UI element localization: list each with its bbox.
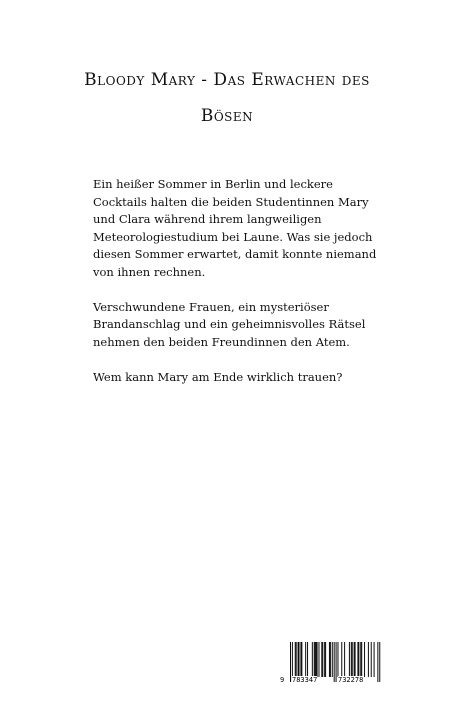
barcode-bar: [300, 642, 301, 677]
barcode-bar: [314, 642, 315, 677]
barcode-bar: [371, 642, 372, 677]
barcode-bar: [361, 642, 362, 677]
barcode-bar: [330, 642, 331, 677]
barcode-bar: [358, 642, 359, 677]
barcode-bar: [317, 642, 318, 677]
barcode-bar: [322, 642, 323, 677]
barcode-bar: [305, 642, 306, 677]
barcode-bar: [301, 642, 302, 677]
book-title-line-2: Bösen: [200, 106, 254, 126]
barcode-bar: [355, 642, 356, 677]
blurb-paragraph-1: Ein heißer Sommer in Berlin und leckere Cocktails halten die beiden Studentinnen Mary und Clara während ihrem langweiligen Meteorologiestudium bei Laune. Was sie jedoch diesen Sommer erwartet, damit konnte niemand von ihnen rechnen.: [93, 177, 377, 279]
barcode-digits: [280, 676, 383, 690]
barcode-bar: [319, 642, 320, 677]
barcode-bar: [321, 642, 322, 677]
barcode-bar: [316, 642, 317, 677]
barcode-bar: [298, 642, 299, 677]
barcode-bar: [374, 642, 375, 677]
barcode-bar: [325, 642, 326, 677]
barcode-bar: [312, 642, 313, 677]
barcode-bar: [360, 642, 361, 677]
barcode-bar: [354, 642, 355, 677]
barcode-bar: [307, 642, 308, 677]
barcode-bar: [315, 642, 316, 677]
blurb-paragraph-3: Wem kann Mary am Ende wirklich trauen?: [93, 369, 343, 384]
isbn-barcode: [280, 642, 383, 692]
barcode-bar: [329, 642, 330, 677]
book-title: [0, 62, 454, 134]
barcode-bar: [324, 642, 325, 677]
barcode-left-group: 783347: [292, 676, 318, 684]
barcode-bar: [295, 642, 296, 677]
barcode-bar: [332, 642, 333, 677]
book-blurb: [93, 176, 383, 404]
barcode-bar: [352, 642, 353, 677]
barcode-bar: [351, 642, 352, 677]
barcode-right-group: 732278: [338, 676, 364, 684]
barcode-bar: [338, 642, 339, 677]
barcode-bar: [344, 642, 345, 677]
barcode-bar: [341, 642, 342, 677]
barcode-bar: [357, 642, 358, 677]
book-title-line-1: Bloody Mary - Das Erwachen des: [84, 70, 370, 90]
barcode-bar: [368, 642, 369, 677]
blurb-paragraph-2: Verschwundene Frauen, ein mysteriöser Brandanschlag und ein geheimnisvolles Rätsel nehmen den beiden Freundinnen den Atem.: [93, 299, 366, 349]
barcode-bar: [349, 642, 350, 677]
barcode-bar: [296, 642, 297, 677]
barcode-first-digit: 9: [280, 676, 285, 684]
barcode-bar: [364, 642, 365, 677]
barcode-bar: [299, 642, 300, 677]
